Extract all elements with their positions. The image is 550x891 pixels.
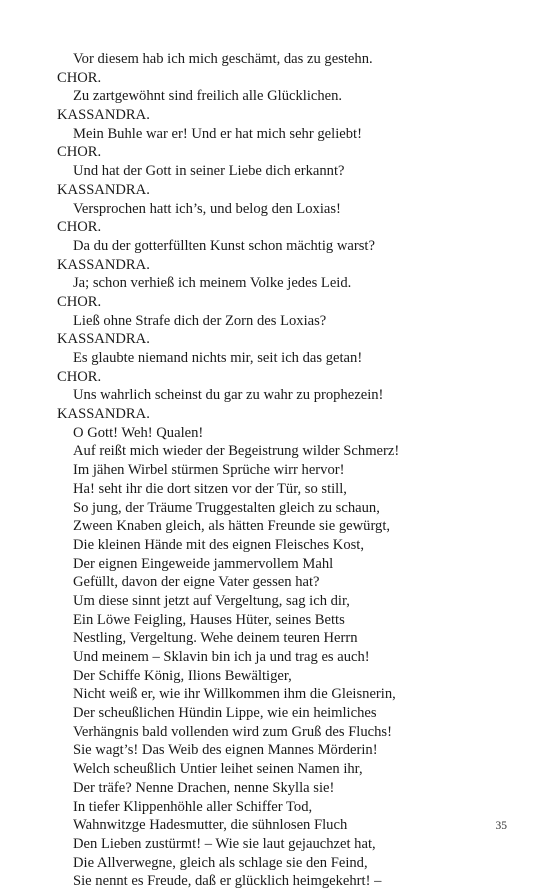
verse-line: In tiefer Klippenhöhle aller Schiffer Tod, bbox=[73, 798, 313, 815]
verse-line: Der Schiffe König, Ilions Bewältiger, bbox=[73, 667, 292, 684]
speaker-name: KASSANDRA. bbox=[57, 256, 150, 273]
speaker-name: CHOR. bbox=[57, 219, 102, 236]
verse-line: Im jähen Wirbel stürmen Sprüche wirr hervor! bbox=[73, 462, 345, 479]
verse-line: Versprochen hatt ich’s, und belog den Loxias! bbox=[73, 200, 341, 217]
play-text bbox=[57, 50, 537, 891]
verse-line: Ließ ohne Strafe dich der Zorn des Loxias? bbox=[73, 312, 327, 329]
speaker-name: KASSANDRA. bbox=[57, 331, 150, 348]
verse-line: Sie wagt’s! Das Weib des eignen Mannes Mörderin! bbox=[73, 742, 378, 759]
verse-line: Gefüllt, davon der eigne Vater gessen hat? bbox=[73, 574, 320, 591]
speaker-name: KASSANDRA. bbox=[57, 107, 150, 124]
verse-line: Vor diesem hab ich mich geschämt, das zu gestehn. bbox=[73, 51, 373, 67]
verse-line: Zween Knaben gleich, als hätten Freunde sie gewürgt, bbox=[73, 518, 391, 535]
speaker-name: CHOR. bbox=[57, 144, 102, 161]
verse-line: Ja; schon verhieß ich meinem Volke jedes Leid. bbox=[73, 275, 352, 292]
verse-line: Die Allverwegne, gleich als schlage sie den Feind, bbox=[73, 854, 368, 871]
verse-line: Uns wahrlich scheinst du gar zu wahr zu prophezein! bbox=[73, 387, 384, 404]
verse-line: Nestling, Vergeltung. Wehe deinem teuren Herrn bbox=[73, 630, 358, 647]
verse-line: Nicht weiß er, wie ihr Willkommen ihm die Gleisnerin, bbox=[73, 686, 396, 703]
speaker-name: CHOR. bbox=[57, 293, 102, 310]
speaker-name: KASSANDRA. bbox=[57, 406, 150, 423]
verse-line: Um diese sinnt jetzt auf Vergeltung, sag ich dir, bbox=[73, 592, 350, 609]
verse-line: So jung, der Träume Truggestalten gleich zu schaun, bbox=[73, 499, 380, 516]
verse-line: Welch scheußlich Untier leihet seinen Namen ihr, bbox=[73, 761, 363, 778]
verse-line: Der träfe? Nenne Drachen, nenne Skylla sie! bbox=[73, 779, 335, 796]
page-number: 35 bbox=[495, 820, 507, 832]
verse-line: Und hat der Gott in seiner Liebe dich erkannt? bbox=[73, 163, 345, 180]
verse-line: Der eignen Eingeweide jammervollem Mahl bbox=[73, 555, 334, 572]
verse-line: Den Lieben zustürmt! – Wie sie laut gejauchzet hat, bbox=[73, 835, 376, 852]
verse-line: Ein Löwe Feigling, Hauses Hüter, seines Betts bbox=[73, 611, 345, 628]
verse-line: Die kleinen Hände mit des eignen Fleisches Kost, bbox=[73, 536, 364, 553]
verse-line: Auf reißt mich wieder der Begeistrung wilder Schmerz! bbox=[73, 443, 400, 460]
speaker-name: KASSANDRA. bbox=[57, 181, 150, 198]
speaker-name: CHOR. bbox=[57, 368, 102, 385]
verse-line: Wahnwitzge Hadesmutter, die sühnlosen Fluch bbox=[73, 817, 348, 834]
verse-line: Der scheußlichen Hündin Lippe, wie ein heimliches bbox=[73, 705, 377, 722]
verse-line: Mein Buhle war er! Und er hat mich sehr geliebt! bbox=[73, 125, 362, 142]
verse-line: Verhängnis bald vollenden wird zum Gruß des Fluchs! bbox=[73, 723, 392, 740]
speaker-name: CHOR. bbox=[57, 69, 102, 86]
verse-line: Und meinem – Sklavin bin ich ja und trag es auch! bbox=[73, 649, 370, 665]
verse-line: Es glaubte niemand nichts mir, seit ich das getan! bbox=[73, 350, 363, 366]
verse-line: O Gott! Weh! Qualen! bbox=[73, 424, 204, 441]
verse-line: Zu zartgewöhnt sind freilich alle Glücklichen. bbox=[73, 88, 343, 105]
verse-line: Da du der gotterfüllten Kunst schon mächtig warst? bbox=[73, 237, 375, 254]
verse-line: Sie nennt es Freude, daß er glücklich heimgekehrt! – bbox=[73, 873, 382, 890]
verse-line: Ha! seht ihr die dort sitzen vor der Tür, so still, bbox=[73, 480, 347, 497]
